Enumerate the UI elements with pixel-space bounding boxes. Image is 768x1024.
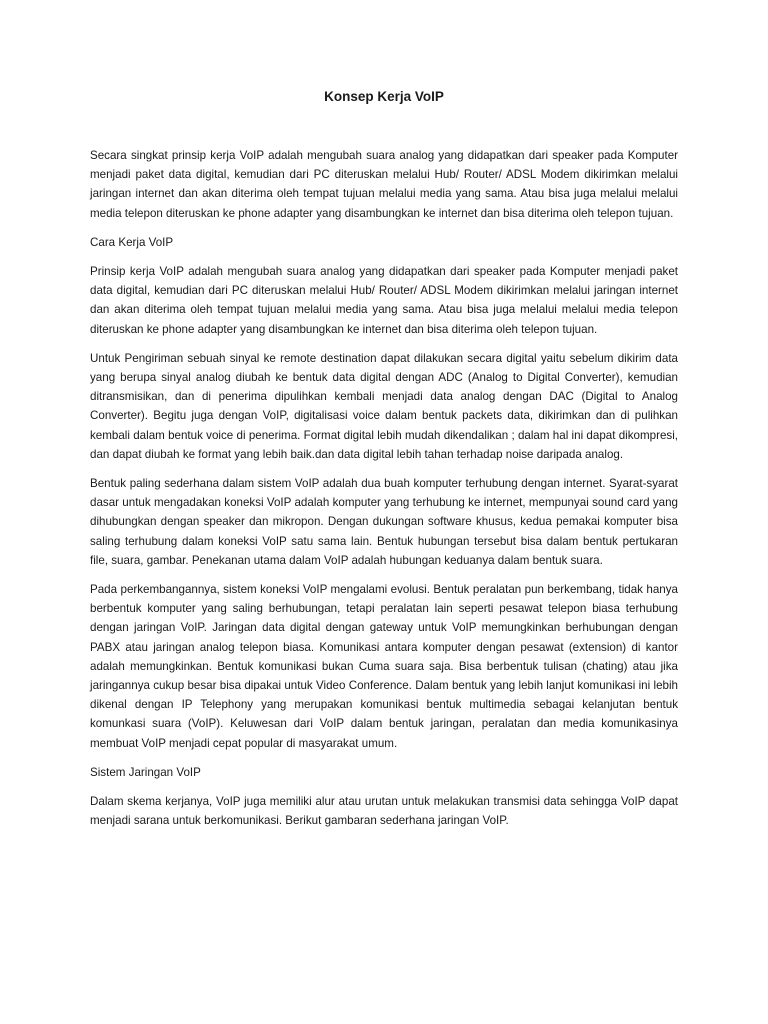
paragraph-prinsip-kerja: Prinsip kerja VoIP adalah mengubah suara analog yang didapatkan dari speaker pada Komputer menjadi paket data digital, kemudian dari PC diteruskan melalui Hub/ Router/ ADSL Modem dikirimkan melalui jaringan internet dan akan diterima oleh tempat tujuan melalui media yang sama. Atau bisa juga melalui melalui media telepon diteruskan ke phone adapter yang disambungkan ke internet dan bisa diterima oleh telepon tujuan. <box>90 265 678 336</box>
paragraph-skema-kerja: Dalam skema kerjanya, VoIP juga memiliki alur atau urutan untuk melakukan transmisi data sehingga VoIP dapat menjadi sarana untuk berkomunikasi. Berikut gambaran sederhana jaringan VoIP. <box>90 795 678 828</box>
document-title: Konsep Kerja VoIP <box>324 89 444 104</box>
section-heading-cara-kerja: Cara Kerja VoIP <box>90 235 174 249</box>
paragraph-pengiriman-sinyal: Untuk Pengiriman sebuah sinyal ke remote destination dapat dilakukan secara digital yaitu sebelum dikirim data yang berupa sinyal analog diubah ke bentuk data digital dengan ADC (Analog to Digital Converter), kemudian ditransmisikan, dan di penerima dipulihkan kembali menjadi data analog dengan DAC (Digital to Analog Converter). Begitu juga dengan VoIP, digitalisasi voice dalam bentuk packets data, dikirimkan dan di pulihkan kembali dalam bentuk voice di penerima. Format digital lebih mudah dikendalikan ; dalam hal ini dapat dikompresi, dan dapat diubah ke format yang lebih baik.dan data digital lebih tahan terhadap noise daripada analog. <box>90 351 678 461</box>
intro-paragraph: Secara singkat prinsip kerja VoIP adalah mengubah suara analog yang didapatkan dari speaker pada Komputer menjadi paket data digital, kemudian dari PC diteruskan melalui Hub/ Router/ ADSL Modem dikirimkan melalui jaringan internet dan akan diterima oleh tempat tujuan melalui media yang sama. Atau bisa juga melalui melalui media telepon diteruskan ke phone adapter yang disambungkan ke internet dan bisa diterima oleh telepon tujuan. <box>90 149 678 220</box>
section-heading-sistem-jaringan: Sistem Jaringan VoIP <box>90 765 201 779</box>
paragraph-perkembangan: Pada perkembangannya, sistem koneksi VoIP mengalami evolusi. Bentuk peralatan pun berkembang, tidak hanya berbentuk komputer yang saling berhubungan, tetapi peralatan lain seperti pesawat telepon biasa terhubung dengan jaringan VoIP. Jaringan data digital dengan gateway untuk VoIP memungkinkan berhubungan dengan PABX atau jaringan analog telepon biasa. Komunikasi antara komputer dengan pesawat (extension) di kantor adalah memungkinkan. Bentuk komunikasi bukan Cuma suara saja. Bisa berbentuk tulisan (chating) atau jika jaringannya cukup besar bisa dipakai untuk Video Conference. Dalam bentuk yang lebih lanjut komunikasi ini lebih dikenal dengan IP Telephony yang merupakan komunikasi bentuk multimedia sebagai kelanjutan bentuk komunkasi suara (VoIP). Keluwesan dari VoIP dalam bentuk jaringan, peralatan dan media komunikasinya membuat VoIP menjadi cepat popular di masyarakat umum. <box>90 583 678 750</box>
paragraph-bentuk-sederhana: Bentuk paling sederhana dalam sistem VoIP adalah dua buah komputer terhubung dengan internet. Syarat-syarat dasar untuk mengadakan koneksi VoIP adalah komputer yang terhubung ke internet, mempunyai sound card yang dihubungkan dengan speaker dan mikropon. Dengan dukungan software khusus, kedua pemakai komputer bisa saling terhubung dalam koneksi VoIP satu sama lain. Bentuk hubungan tersebut bisa dalam bentuk pertukaran file, suara, gambar. Penekanan utama dalam VoIP adalah hubungan keduanya dalam bentuk suara. <box>90 477 678 567</box>
document-page <box>90 88 678 841</box>
